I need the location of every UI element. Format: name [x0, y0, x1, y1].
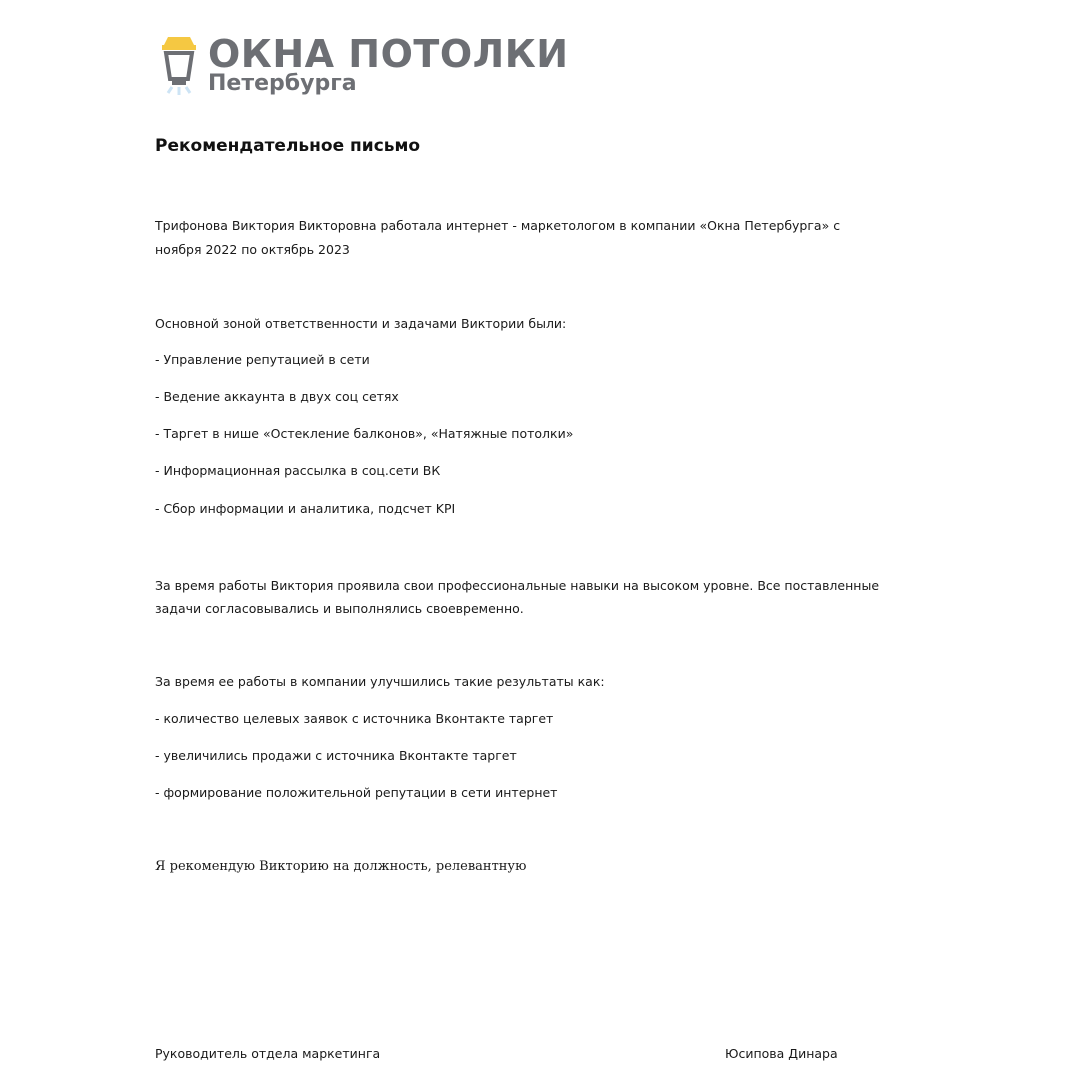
intro-line-2: ноября 2022 по октябрь 2023 — [155, 242, 350, 257]
performance-line-2: задачи согласовывались и выполнялись своевременно. — [155, 601, 524, 616]
signature-position: Руководитель отдела маркетинга — [155, 1046, 381, 1061]
result-item: - формирование положительной репутации в сети интернет — [155, 785, 558, 800]
responsibility-item: - Таргет в нише «Остекление балконов», «Натяжные потолки» — [155, 426, 574, 441]
responsibility-item: - Сбор информации и аналитика, подсчет KPI — [155, 501, 456, 516]
intro-line-1: Трифонова Виктория Викторовна работала интернет - маркетологом в компании «Окна Петербурга» с — [155, 218, 841, 233]
recommendation-text: Я рекомендую Викторию на должность, релевантную — [155, 859, 527, 874]
lantern-icon — [160, 33, 198, 97]
signature-name: Юсипова Динара — [725, 1046, 838, 1061]
logo-text — [208, 34, 569, 96]
logo-title: ОКНА ПОТОЛКИ — [208, 32, 569, 76]
results-heading: За время ее работы в компании улучшились такие результаты как: — [155, 674, 605, 689]
logo-subtitle: Петербурга — [208, 71, 357, 96]
responsibility-item: - Ведение аккаунта в двух соц сетях — [155, 389, 399, 404]
performance-line-1: За время работы Виктория проявила свои профессиональные навыки на высоком уровне. Все поставленные — [155, 578, 880, 593]
company-logo — [160, 30, 569, 100]
responsibilities-heading: Основной зоной ответственности и задачами Виктории были: — [155, 316, 567, 331]
result-item: - увеличились продажи с источника Вконтакте таргет — [155, 748, 517, 763]
responsibility-item: - Информационная рассылка в соц.сети ВК — [155, 463, 441, 478]
responsibility-item: - Управление репутацией в сети — [155, 352, 370, 367]
document-title: Рекомендательное письмо — [155, 136, 421, 156]
result-item: - количество целевых заявок с источника Вконтакте таргет — [155, 711, 554, 726]
